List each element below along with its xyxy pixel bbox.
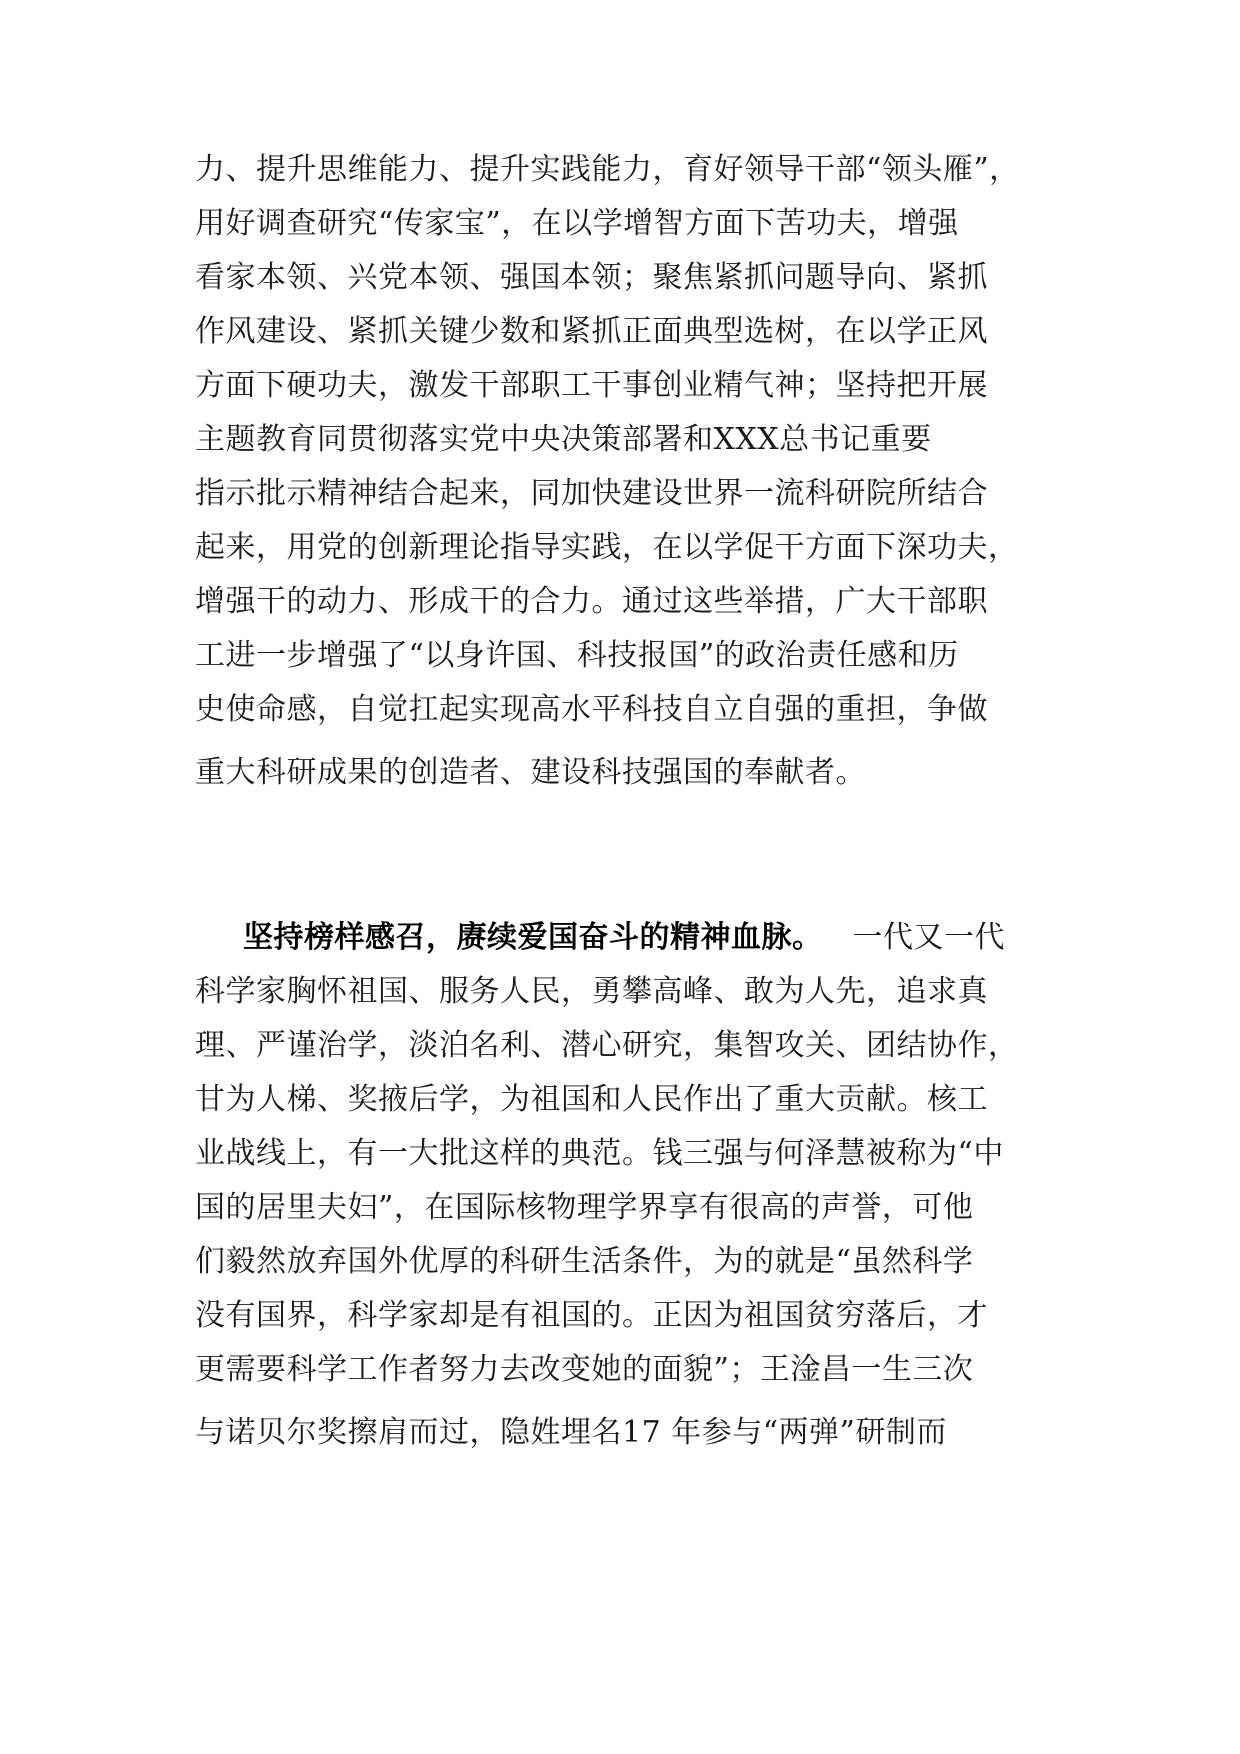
text-line: 没有国界，科学家却是有祖国的。正因为祖国贫穷落后，才 [195, 1298, 988, 1333]
text-line: 科学家胸怀祖国、服务人民，勇攀高峰、敢为人先，追求真 [195, 974, 988, 1009]
text-line: 增强干的动力、形成干的合力。通过这些举措，广大干部职 [195, 584, 988, 619]
text-segment: 一代又一代 [852, 920, 1005, 955]
text-line: 工进一步增强了“以身许国、科技报国”的政治责任感和历 [195, 638, 959, 673]
text-line: 与诺贝尔奖擦肩而过，隐姓埋名17 年参与“两弹”研制而 [195, 1415, 947, 1450]
text-line: 用好调查研究“传家宝”，在以学增智方面下苦功夫，增强 [195, 206, 959, 241]
text-line: 看家本领、兴党本领、强国本领；聚焦紧抓问题导向、紧抓 [195, 260, 988, 295]
text-line: 史使命感，自觉扛起实现高水平科技自立自强的重担，争做 [195, 692, 988, 727]
text-line: 业战线上，有一大批这样的典范。钱三强与何泽慧被称为“中 [195, 1136, 1004, 1171]
text-line: 作风建设、紧抓关键少数和紧抓正面典型选树，在以学正风 [195, 314, 988, 349]
text-line: 方面下硬功夫，激发干部职工干事创业精气神；坚持把开展 [195, 368, 988, 403]
text-line: 起来，用党的创新理论指导实践，在以学促干方面下深功夫， [195, 530, 1019, 565]
text-line: 重大科研成果的创造者、建设科技强国的奉献者。 [195, 755, 866, 790]
text-line: 国的居里夫妇”，在国际核物理学界享有很高的声誉，可他 [195, 1190, 974, 1225]
text-line: 主题教育同贯彻落实党中央决策部署和XXX总书记重要 [195, 422, 932, 457]
text-line: 指示批示精神结合起来，同加快建设世界一流科研院所结合 [195, 476, 988, 511]
paragraph-first-line [243, 918, 1055, 958]
section-heading: 坚持榜样感召，赓续爱国奋斗的精神血脉。 [243, 920, 823, 955]
text-line: 力、提升思维能力、提升实践能力，育好领导干部“领头雁”， [195, 152, 1020, 187]
text-line: 理、严谨治学，淡泊名利、潜心研究，集智攻关、团结协作， [195, 1028, 1019, 1063]
text-line: 甘为人梯、奖掖后学，为祖国和人民作出了重大贡献。核工 [195, 1082, 988, 1117]
text-line: 更需要科学工作者努力去改变她的面貌”；王淦昌一生三次 [195, 1352, 974, 1387]
text-line: 们毅然放弃国外优厚的科研生活条件，为的就是“虽然科学 [195, 1244, 974, 1279]
